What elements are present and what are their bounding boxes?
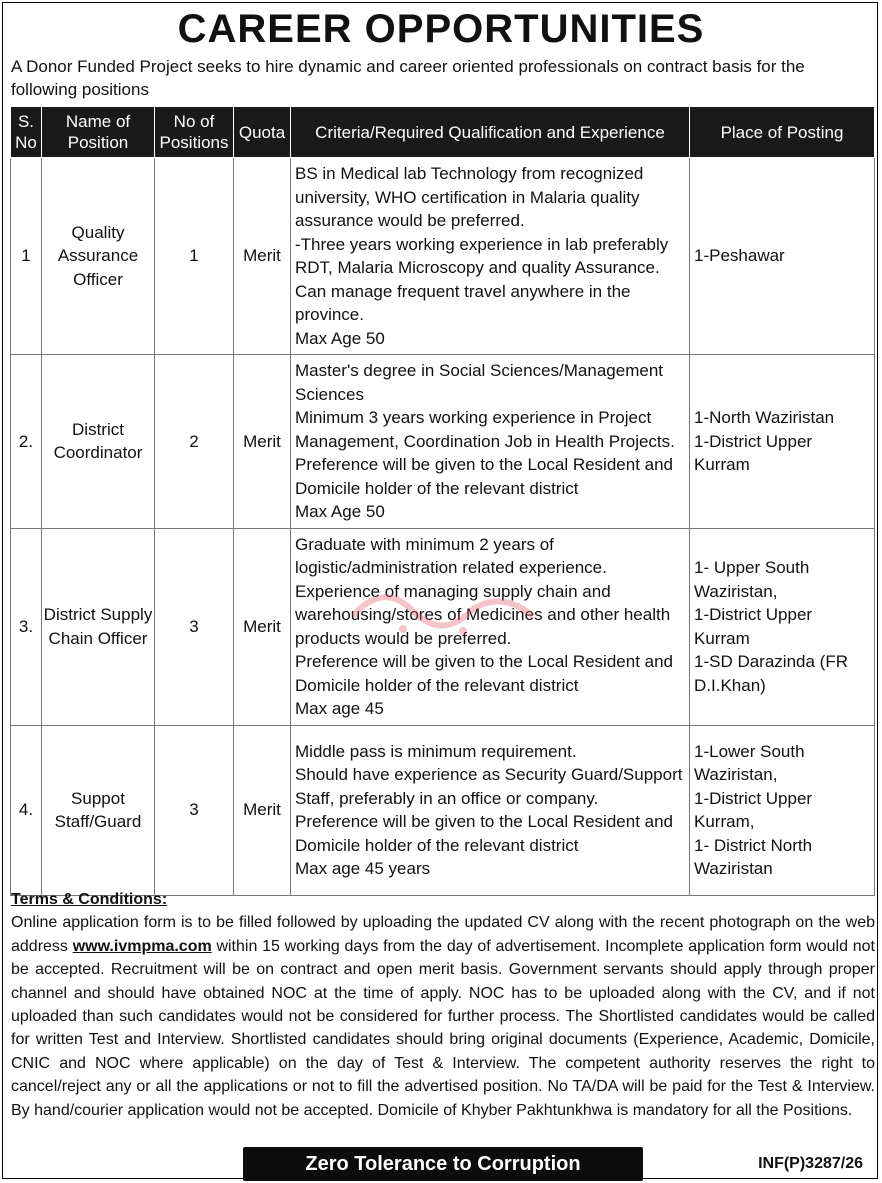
row-position: Quality Assurance Officer bbox=[42, 158, 155, 355]
table-row bbox=[11, 725, 875, 895]
row-count: 2 bbox=[155, 355, 234, 529]
row-quota: Merit bbox=[234, 158, 291, 355]
row-sno: 1 bbox=[11, 158, 42, 355]
page-title: CAREER OPPORTUNITIES bbox=[177, 7, 705, 51]
row-position: Suppot Staff/Guard bbox=[42, 725, 155, 895]
watermark-logo-icon bbox=[343, 571, 543, 641]
row-count: 3 bbox=[155, 528, 234, 725]
header-count: No of Positions bbox=[155, 107, 234, 158]
row-criteria: BS in Medical lab Technology from recognized university, WHO certification in Malaria quality assurance would be preferred. -Three years working experience in lab preferably RDT, Malaria Microscopy and quality Assurance. Can manage frequent travel anywhere in the province. Max Age 50 bbox=[291, 158, 690, 355]
header-quota: Quota bbox=[234, 107, 291, 158]
row-criteria: Master's degree in Social Sciences/Management Sciences Minimum 3 years working experience in Project Management, Coordination Job in Health Projects. Preference will be given to the Local Resident and Domicile holder of the relevant district Max Age 50 bbox=[291, 355, 690, 529]
terms-text-before: Online application form is to be filled followed by uploading the updated CV along with the recent photograph on the web address bbox=[11, 914, 875, 955]
reference-number: INF(P)3287/26 bbox=[758, 1155, 863, 1172]
row-sno: 2. bbox=[11, 355, 42, 529]
slogan-bar: Zero Tolerance to Corruption bbox=[243, 1147, 643, 1181]
row-criteria: Graduate with minimum 2 years of logistic/administration related experience. Experience of managing supply chain and warehousing/stores of Medicines and other health products would be preferred. Preference will be given to the Local Resident and Domicile holder of the relevant district Max age 45 bbox=[291, 528, 690, 725]
row-posting: 1-Peshawar bbox=[690, 158, 875, 355]
row-position: District Supply Chain Officer bbox=[42, 528, 155, 725]
table-row bbox=[11, 158, 875, 355]
header-posting: Place of Posting bbox=[690, 107, 875, 158]
terms-heading: Terms & Conditions: bbox=[11, 891, 168, 908]
row-sno: 4. bbox=[11, 725, 42, 895]
row-sno: 3. bbox=[11, 528, 42, 725]
row-count: 3 bbox=[155, 725, 234, 895]
table-row bbox=[11, 355, 875, 529]
header-criteria: Criteria/Required Qualification and Experience bbox=[291, 107, 690, 158]
header-sno: S. No bbox=[11, 107, 42, 158]
row-quota: Merit bbox=[234, 355, 291, 529]
header-position: Name of Position bbox=[42, 107, 155, 158]
row-position: District Coordinator bbox=[42, 355, 155, 529]
row-quota: Merit bbox=[234, 725, 291, 895]
terms-text-after: within 15 working days from the day of advertisement. Incomplete application form would not be accepted. Recruitment will be on contract and open merit basis. Government servants should apply through proper channel and should have obtained NOC at the time of apply. NOC has to be uploaded along with the CV, and if not uploaded than such candidates would not be considered for further process. The Shortlisted candidates would be called for written Test and Interview. Shortlisted candidates should bring original documents (Experience, Academic, Domicile, CNIC and NOC where applicable) on the day of Test & Interview. The competent authority reserves the right to cancel/reject any or all the applications or not to fill the advertised position. No TA/DA will be paid for the Test & Interview. By hand/courier application would not be accepted. Domicile of Khyber Pakhtunkhwa is mandatory for all the Positions. bbox=[11, 937, 876, 1119]
intro-text: A Donor Funded Project seeks to hire dynamic and career oriented professionals on contract basis for the following positions bbox=[11, 57, 805, 99]
row-posting: 1-Lower South Waziristan, 1-District Upper Kurram, 1- District North Waziristan bbox=[690, 725, 875, 895]
row-criteria: Middle pass is minimum requirement. Should have experience as Security Guard/Support Staff, preferably in an office or company. Preference will be given to the Local Resident and Domicile holder of the relevant district Max age 45 years bbox=[291, 725, 690, 895]
positions-table bbox=[10, 106, 875, 896]
terms-section bbox=[11, 888, 875, 1122]
table-header-row bbox=[11, 107, 875, 158]
row-quota: Merit bbox=[234, 528, 291, 725]
row-posting: 1-North Waziristan 1-District Upper Kurram bbox=[690, 355, 875, 529]
row-count: 1 bbox=[155, 158, 234, 355]
advertisement-page bbox=[2, 2, 878, 1179]
terms-link[interactable]: www.ivmpma.com bbox=[72, 937, 212, 955]
row-posting: 1- Upper South Waziristan, 1-District Upper Kurram 1-SD Darazinda (FR D.I.Khan) bbox=[690, 528, 875, 725]
